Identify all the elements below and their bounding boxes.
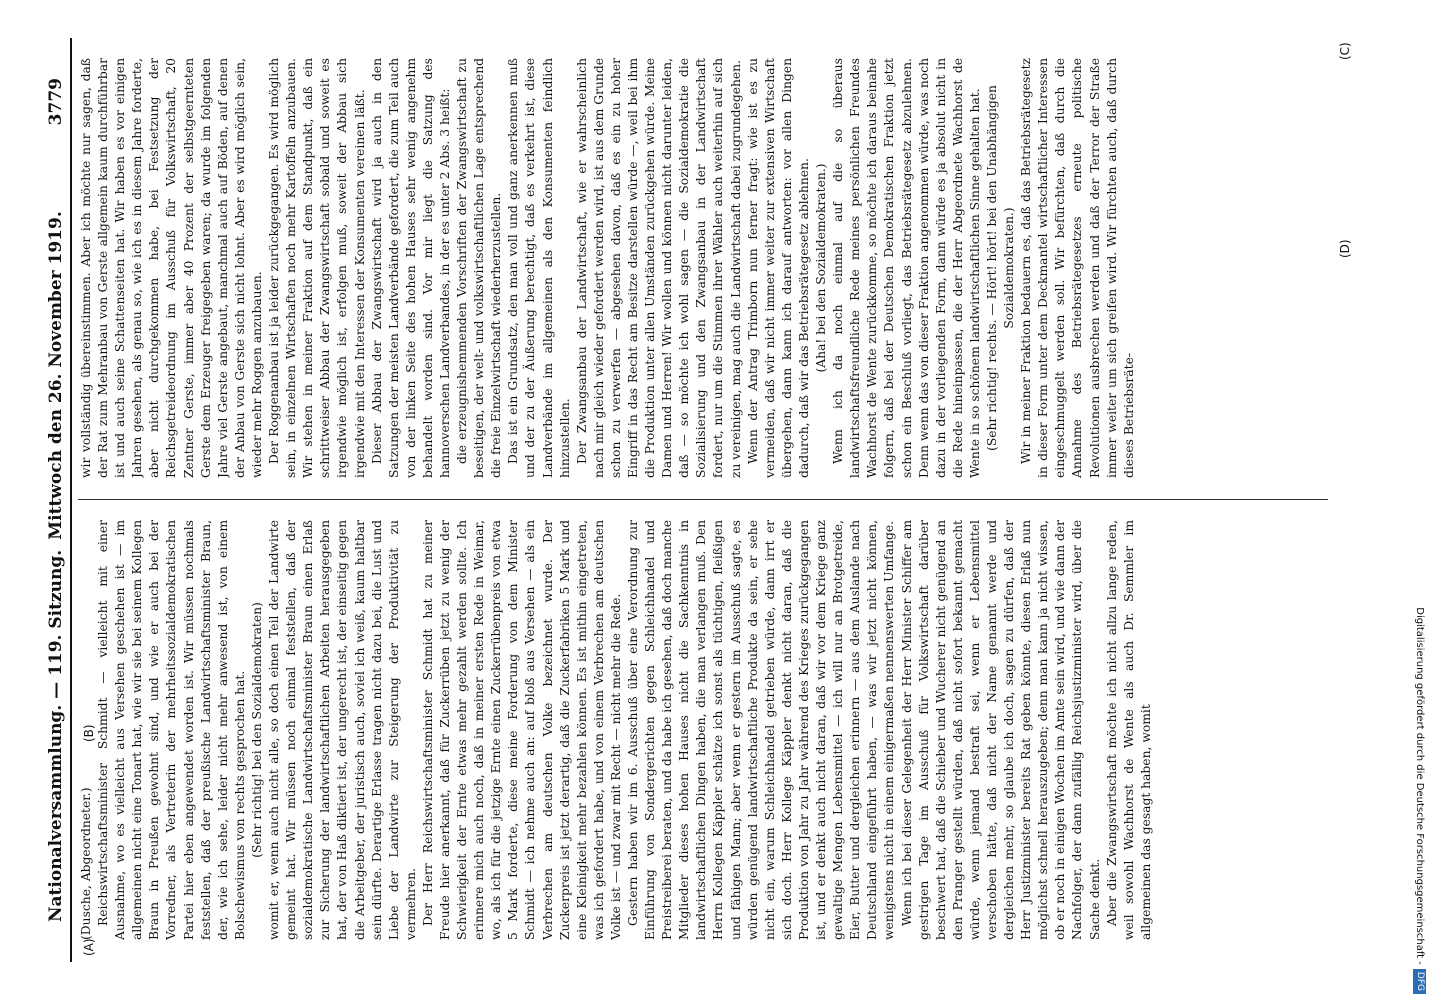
interjection: (Aha! bei den Sozialdemokraten.) [814,163,829,373]
interjection: (Sehr richtig! rechts. — Hört! hört! bei den Unabhängigen Sozialdemokraten.) [984,85,1017,451]
page-number: 3779 [46,78,66,126]
paragraph: (Dusche, Abgeordneter.) [79,787,93,940]
margin-letter-b: (B) [82,724,96,742]
header-left-title: Nationalversammlung. — 119. Sitzung. [46,549,66,922]
paragraph: Gestern haben wir im 6. Ausschuß über eine Verordnung zur Einführung von Sondergerichten gegen Schleichhandel und Preistreiberei beraten, und da habe ich gesehen, daß doch manche Mitglieder dieses hohen Hauses nicht die Sachkenntnis in landwirtschaftlichen Dingen haben, die man verlangen muß. Den Herrn Kollegen Käppler schätze ich sonst als tüchtigen, fleißigen und fähigen Mann; aber wenn er gestern im Ausschuß sagte, es würden genügend landwirtschaftliche Produkte da sein, er sehe nicht ein, warum Schleichhandel getrieben würde, dann irrt er sich doch. Herr Kollege Käppler denkt nicht daran, daß die Produktion von Jahr zu Jahr während des Krieges zurückgegangen ist, und er denkt auch nicht daran, daß wir vor dem Kriege ganz gewaltige Mengen Lebensmittel — ich will nur an Brotgetreide, Eier, Butter und dergleichen erinnern — aus dem Auslande nach Deutschland eingeführt haben, — was wir jetzt nicht können, wenigstens nicht in einem einigermaßen nennenswerten Umfange. [626,520,897,940]
dfg-logo: DFG [1414,969,1427,994]
paragraph: Reichswirtschaftsminister Schmidt — vielleicht mit einer Ausnahme, wo es vielleicht aus Versehen geschehen ist — im allgemeinen nicht eine Tonart hat, wie wir sie bei seinem Kollegen Braun in Preußen gewohnt sind, und wie er auch bei der Vorredner, als Vertreterin der mehrheitssozialdemokratischen Partei hier eben angewendet worden ist. Wir müssen nochmals feststellen, daß der preußische Landwirtschaftsminister Braun, der, wie ich sehe, leider nicht mehr anwesend ist, von einem Bolschewismus von rechts gesprochen hat. [96,520,247,940]
paragraph: Wir in meiner Fraktion bedauern es, daß das Betriebsrätegesetz in dieser Form unter dem Deckmantel wirtschaftlicher Interessen eingeschmuggelt werden soll. Wir befürchten, daß durch die Annahme des Betriebsrätegesetzes erneute politische Revolutionen ausbrechen werden und daß der Terror der Straße immer weiter um sich greifen wird. Wir fürchten auch, daß durch dieses Betriebsräte- [1019,58,1136,478]
paragraph: Das ist ein Grundsatz, den man voll und ganz anerkennen muß und der zu der Äußerung berechtigt, daß es verkehrt ist, diese Landverbände im allgemeinen als den Konsumenten feindlich hinzustellen. [506,58,572,478]
paragraph: Der Herr Reichswirtschaftsminister Schmidt hat zu meiner Freude hier anerkannt, daß für Zuckerrüben jetzt zu wenig der Schwierigkeit der Ernte etwas mehr gezahlt werden sollte. Ich erinnere mich auch noch, daß in meiner ersten Rede in Weimar, wo, als ich für die jetzige Ernte einen Zuckerrübenpreis von etwa 5 Mark forderte, diese meine Forderung von dem Minister Schmidt — ich nehme auch an: auf bloß aus Versehen — als ein Verbrechen am deutschen Volke bezeichnet wurde. Der Zuckerpreis ist jetzt derartig, daß die Zuckerfabriken 5 Mark und eine Kleinigkeit mehr bezahlen können. Es ist mithin eingetreten, was ich gefordert habe, und von einem Verbrechen am deutschen Volke ist — und zwar mit Recht — nicht mehr die Rede. [420,520,623,940]
rotated-page [8,30,1378,970]
header-right [46,78,66,540]
paragraph: Dieser Abbau der Zwangswirtschaft wird ja auch in den Satzungen der meisten Landverbände gefordert, die zum Teil auch von der linken Seite des hohen Hauses sehr wenig angenehm behandelt worden sind. Vor mir liegt die Satzung des hannoverschen Landverbandes, in der es unter 2 Abs. 3 heißt: [369,58,452,478]
margin-letter-c: (C) [1338,42,1352,60]
paragraph: Der Roggenanbau ist ja leider zurückgegangen. Es wird möglich sein, in einzelnen Wirtschaften noch mehr Kartoffeln anzubauen. Wir stehen in meiner Fraktion auf dem Standpunkt, daß ein schrittweiser Abbau der Zwangswirtschaft sobald und soweit es irgendwie möglich ist, erfolgen muß, soweit der Abbau sich irgendwie mit den Interessen der Konsumenten vereinen läßt. [267,58,367,478]
interjection: (Sehr richtig! bei den Sozialdemokraten) [249,602,264,858]
credit-text: Digitalisierung gefördert durch die Deutsche Forschungsgemeinschaft - [1414,607,1425,965]
paragraph: Der Zwangsanbau der Landwirtschaft, wie er wahrscheinlich nach mir gleich wieder gefordert werden wird, ist aus dem Grunde schon zu verwerfen — abgesehen davon, daß es ein zu hoher Eingriff in das Recht am Besitze darstellen würde —, weil bei ihm die Produktion unter allen Umständen zurückgehen würde. Meine Damen und Herren! Wir wollen und können nicht darunter leiden, daß — so möchte ich wohl sagen — die Sozialdemokratie die Sozialisierung und den Zwangsanbau in der Landwirtschaft fordert, nur um die Stimmen ihrer Wähler auch weiterhin auf sich zu vereinigen, mag auch die Landwirtschaft dabei zugrundegehen. [574,58,743,478]
paragraph: Aber die Zwangswirtschaft möchte ich nicht allzu lange reden, weil sowohl Wachhorst de Wente als auch Dr. Semmler im allgemeinen das gesagt haben, womit [1104,520,1153,940]
header-right-title: Mittwoch den 26. November 1919. [46,211,66,540]
page-header [34,38,72,962]
margin-letter-d: (D) [1338,239,1352,258]
paragraph: Wenn ich da noch einmal auf die so überaus landwirtschaftsfreundliche Rede meines persönlichen Freundes Wachhorst de Wente zurückkomme, so möchte ich daraus beinahe folgern, daß bei der Deutschen Demokratischen Fraktion jetzt schon ein Beschluß vorliegt, das Betriebsrätegesetz abzulehnen. Denn wenn das von dieser Fraktion angenommen würde, was noch dazu in der vorliegenden Form, dann würde es ja absolut nicht in die Rede hineinpassen, die der Herr Abgeordnete Wachhorst de Wente in so schönem landwirtschaftlichen Sinne gehalten hat. [831,58,982,478]
margin-letter-a: (A) [82,938,96,956]
right-column [78,58,1368,478]
quotation: die erzeugnishemmenden Vorschriften der Zwangswirtschaft zu beseitigen, der welt- und volkswirtschaftlichen Lage entsprechend die freie Einzelwirtschaft wiederherzustellen. [455,58,504,478]
paragraph: Wenn ich bei dieser Gelegenheit der Herr Minister Schiffer am gestrigen Tage im Ausschuß für Volkswirtschaft darüber beschwert hat, daß die Schieber und Wucherer nicht genügend an den Pranger gestellt würden, daß nicht sofort bekannt gemacht würde, wenn jemand bestraft sei, wenn er Lebensmittel verschoben hätte, daß nicht der Name genannt werde und dergleichen mehr, so glaube ich doch, sagen zu dürfen, daß der Herr Justizminister bereits Rat geben könnte, diesen Erlaß nun möglichst schnell herauszugeben; denn man kann ja nicht wissen, ob er noch in einigen Wochen im Amte sein wird, und wie dann der Nachfolger, der dann zufällig Reichsjustizminister wird, über die Sache denkt. [899,520,1102,940]
column-rule [78,499,1328,500]
paragraph: Wenn der Antrag Trimborn nun ferner fragt: wie ist es zu vermeiden, daß wir nicht immer weiter zur extensiven Wirtschaft übergehen, dann kann ich darauf antworten: vor allen Dingen dadurch, daß wir das Betriebsrätegesetz ablehnen. [745,58,811,478]
left-column [78,520,1368,940]
paragraph: womit er, wenn auch nicht alle, so doch einen Teil der Landwirte gemeint hat. Wir müssen noch einmal feststellen, daß der sozialdemokratische Landwirtschaftsminister Braun einen Erlaß zur Sicherung der landwirtschaftlichen Arbeiten herausgegeben hat, der von Haß diktiert ist, der ungerecht ist, der einseitig gegen die Arbeitgeber, der juristisch auch, soviel ich weiß, kaum haltbar sein dürfte. Derartige Erlasse tragen nicht dazu bei, die Lust und Liebe der Landwirte zur Steigerung der Produktivität zu vermehren. [267,520,418,940]
paragraph: wir vollständig übereinstimmen. Aber ich möchte nur sagen, daß der Rat zum Mehranbau von Gerste allgemein kaum durchführbar ist und auch seine Schattenseiten hat. Wir haben es vor einigen Jahren gesehen, als genau so, wie ich es in diesem Jahre forderte, aber nicht durchgekommen habe, bei Festsetzung der Reichsgetreideordnung im Ausschuß für Volkswirtschaft, 20 Zentner Gerste, immer aber 40 Prozent der selbstgeernteten Gerste dem Erzeuger freigegeben waren; da wurde im folgenden Jahre viel Gerste angebaut, manchmal auch auf Böden, auf denen der Anbau von Gerste sich nicht lohnt. Aber es wird möglich sein, wieder mehr Roggen anzubauen. [79,58,264,478]
digitization-credit [1408,4,1430,994]
